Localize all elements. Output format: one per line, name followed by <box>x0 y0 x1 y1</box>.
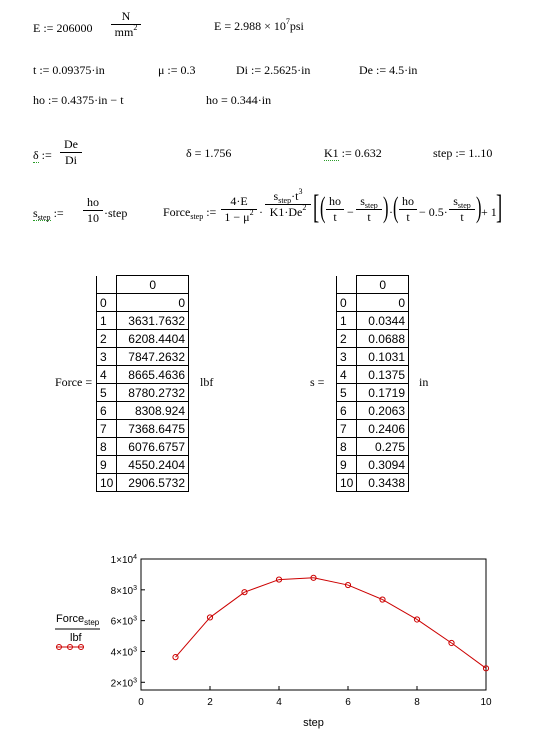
y-tick-label: $6\times 10^3$ <box>110 615 137 628</box>
force-table-row-index: 8 <box>97 438 117 456</box>
series-line-segment <box>245 580 280 593</box>
s-table-row-value: 0.3094 <box>357 456 409 474</box>
assign-op: := <box>41 148 52 162</box>
s-table-row <box>337 294 409 312</box>
force-unit: lbf <box>200 375 214 389</box>
s-table-row-index: 4 <box>337 366 357 384</box>
force-table-row-value: 6076.6757 <box>117 438 189 456</box>
E-def-den: mm <box>114 25 134 39</box>
y-tick-label: $1\times 10^4$ <box>110 554 137 566</box>
x-tick-label: 2 <box>207 697 213 708</box>
force-table-row-value: 8308.924 <box>117 402 189 420</box>
force-table-row <box>97 294 189 312</box>
f1-den: 1 − μ <box>224 210 250 224</box>
delta-evaluation[interactable]: δ = 1.756 <box>186 146 232 160</box>
s-table-row-value: 0.2406 <box>357 420 409 438</box>
s-table-row-value: 0 <box>357 294 409 312</box>
force-table-row-value: 3631.7632 <box>117 312 189 330</box>
p2-den: t <box>356 209 382 225</box>
series-line-segment <box>314 578 349 585</box>
force-table-row-value: 8780.2732 <box>117 384 189 402</box>
E-eval-exp: 7 <box>285 17 290 26</box>
y-tick-label: $8\times 10^3$ <box>110 584 137 597</box>
series-group <box>173 575 489 671</box>
s-table-row-value: 0.2063 <box>357 402 409 420</box>
y-tick-label: $4\times 10^3$ <box>110 646 137 659</box>
s-table-row <box>337 366 409 384</box>
p3-num: ho <box>402 194 414 208</box>
f2-num-exp: 3 <box>298 187 303 196</box>
ho-evaluation[interactable]: ho = 0.344·in <box>206 93 272 107</box>
De-definition[interactable]: De := 4.5·in <box>359 63 418 77</box>
s-table-row <box>337 420 409 438</box>
E-eval-lhs: E = 2.988 × 10 <box>214 19 286 33</box>
force-table-row <box>97 420 189 438</box>
f2-den-exp: 2 <box>302 203 307 212</box>
f1-num: 4·E <box>230 194 248 208</box>
series-line-segment <box>383 600 418 620</box>
Di-definition[interactable]: Di := 2.5625·in <box>236 63 311 77</box>
s-table-row <box>337 348 409 366</box>
E-def-coef: 206000 <box>56 21 93 35</box>
force-table-row-index: 7 <box>97 420 117 438</box>
y-tick-label: $2\times 10^3$ <box>110 677 137 690</box>
y-axis-ticks <box>111 554 145 689</box>
s-num: ho <box>87 195 99 209</box>
f2-num-t: ·t <box>291 189 299 203</box>
force-table-row <box>97 330 189 348</box>
s-table-row-value: 0.1719 <box>357 384 409 402</box>
legend-swatch <box>56 645 84 650</box>
p4-num-sub: step <box>457 201 471 210</box>
s-table-row-index: 5 <box>337 384 357 402</box>
s-table-row <box>337 438 409 456</box>
E-evaluation[interactable] <box>214 19 304 34</box>
s-table-row-value: 0.3438 <box>357 474 409 492</box>
force-table-row <box>97 384 189 402</box>
series-line-segment <box>210 592 245 617</box>
dot-op: · <box>389 205 393 219</box>
s-table-row <box>337 330 409 348</box>
force-lhs: Force <box>163 205 191 219</box>
s-table-row <box>337 312 409 330</box>
x-tick-label: 0 <box>138 697 144 708</box>
s-table-row-value: 0.0344 <box>357 312 409 330</box>
s-den: 10 <box>83 210 103 226</box>
assign-op: := <box>53 206 64 220</box>
s-table-row-index: 2 <box>337 330 357 348</box>
E-def-lhs: E := <box>33 21 54 35</box>
minus-op: − <box>347 205 354 219</box>
s-table-row <box>337 384 409 402</box>
s-lhs: $s_{step}$ <box>33 206 51 222</box>
force-label: Force = <box>55 375 93 389</box>
force-lhs-sub: step <box>190 212 204 221</box>
p1-den: t <box>326 209 344 225</box>
force-table-row-index: 3 <box>97 348 117 366</box>
series-line-segment <box>452 643 487 668</box>
p2-num-sub: step <box>364 201 378 210</box>
s-table-row-value: 0.1375 <box>357 366 409 384</box>
force-table-row <box>97 402 189 420</box>
s-table-row-index: 1 <box>337 312 357 330</box>
s-table-row-index: 6 <box>337 402 357 420</box>
step-range-definition[interactable]: step := 1..10 <box>433 146 493 160</box>
s-table-row-index: 7 <box>337 420 357 438</box>
force-table-row-index: 4 <box>97 366 117 384</box>
delta-den: Di <box>60 152 82 168</box>
series-line-segment <box>348 585 383 599</box>
force-table-row-value: 8665.4636 <box>117 366 189 384</box>
force-table-row <box>97 312 189 330</box>
plot-frame <box>141 559 486 690</box>
f2-num-s: s <box>273 189 279 203</box>
force-table-row <box>97 474 189 492</box>
s-step-definition[interactable] <box>33 193 133 233</box>
s-table[interactable] <box>336 275 409 492</box>
s-unit: in <box>419 375 429 389</box>
E-def-den-exp: 2 <box>133 23 138 32</box>
s-table-row-value: 0.0688 <box>357 330 409 348</box>
f1-den-exp: 2 <box>249 208 254 217</box>
force-table[interactable] <box>96 275 189 492</box>
delta-lhs: δ <box>33 148 39 162</box>
force-table-row-value: 6208.4404 <box>117 330 189 348</box>
force-table-row <box>97 456 189 474</box>
force-table-row-value: 7847.2632 <box>117 348 189 366</box>
force-table-row <box>97 348 189 366</box>
force-plot[interactable] <box>30 543 550 738</box>
s-table-row <box>337 456 409 474</box>
force-table-row-value: 0 <box>117 294 189 312</box>
header-corner <box>97 276 117 294</box>
s-table-header-row <box>337 276 409 294</box>
p4-den: t <box>449 209 475 225</box>
header-corner <box>337 276 357 294</box>
s-table-row-index: 10 <box>337 474 357 492</box>
plus-one: + 1 <box>481 205 497 219</box>
s-table-row <box>337 402 409 420</box>
K1-rest: := 0.632 <box>338 146 382 160</box>
mu-definition[interactable]: μ := 0.3 <box>158 63 196 77</box>
t-definition[interactable]: t := 0.09375·in <box>33 63 105 77</box>
x-axis-ticks <box>138 686 492 708</box>
x-tick-label: 6 <box>345 697 351 708</box>
p2-num-s: s <box>360 194 365 208</box>
p3-den: t <box>399 209 417 225</box>
s-table-row-value: 0.1031 <box>357 348 409 366</box>
force-table-header: 0 <box>117 276 189 294</box>
s-table-row <box>337 474 409 492</box>
p4-num-s: s <box>453 194 458 208</box>
x-axis-label: step <box>303 717 324 729</box>
ho-definition[interactable]: ho := 0.4375·in − t <box>33 93 124 107</box>
series-line-segment <box>279 578 314 580</box>
E-eval-unit: psi <box>289 19 304 33</box>
force-table-row-index: 0 <box>97 294 117 312</box>
x-tick-label: 10 <box>480 697 492 708</box>
force-table-header-row <box>97 276 189 294</box>
force-table-row-value: 2906.5732 <box>117 474 189 492</box>
K1-lhs: K1 <box>324 146 339 160</box>
x-tick-label: 8 <box>414 697 420 708</box>
series-line-segment <box>176 617 211 657</box>
force-step-definition[interactable]: Force$_{step}$ := $\frac{4\cdot E}{1 - \mu^2}$ · $s_{step}\cdot t^3$ $K1\cdot De^2$ [ ( $\frac{ho}{t}$ − $s_{step}$ t ) · ( $\frac{ho}{t}$ − 0.5· $s_{step}$ t ) + 1 ] <box>163 187 503 226</box>
f2-num-sub: step <box>278 196 292 205</box>
K1-definition[interactable] <box>324 146 382 161</box>
s-table-row-index: 3 <box>337 348 357 366</box>
force-table-row-index: 6 <box>97 402 117 420</box>
force-table-row <box>97 438 189 456</box>
delta-num: De <box>64 137 78 151</box>
s-table-row-index: 9 <box>337 456 357 474</box>
s-table-header: 0 <box>357 276 409 294</box>
force-table-row-index: 10 <box>97 474 117 492</box>
s-label: s = <box>310 375 325 389</box>
E-def-num: N <box>121 9 131 23</box>
p3-mid: − 0.5· <box>419 205 448 219</box>
assign-op: := <box>206 205 217 219</box>
force-table-row-index: 1 <box>97 312 117 330</box>
force-table-row-index: 9 <box>97 456 117 474</box>
series-line-segment <box>417 619 452 643</box>
x-tick-label: 4 <box>276 697 282 708</box>
E-definition[interactable] <box>33 6 153 50</box>
y-label-numerator: Force$_{step}$ <box>56 613 100 627</box>
s-table-row-index: 8 <box>337 438 357 456</box>
s-table-row-value: 0.275 <box>357 438 409 456</box>
p1-num: ho <box>329 194 341 208</box>
s-tail: ·step <box>104 206 128 220</box>
force-table-row <box>97 366 189 384</box>
s-table-row-index: 0 <box>337 294 357 312</box>
force-table-row-index: 2 <box>97 330 117 348</box>
force-table-row-index: 5 <box>97 384 117 402</box>
force-table-row-value: 4550.2404 <box>117 456 189 474</box>
y-label-denominator: lbf <box>70 632 82 644</box>
force-table-row-value: 7368.6475 <box>117 420 189 438</box>
f2-den: K1·De <box>269 205 303 219</box>
delta-definition[interactable] <box>33 137 93 173</box>
